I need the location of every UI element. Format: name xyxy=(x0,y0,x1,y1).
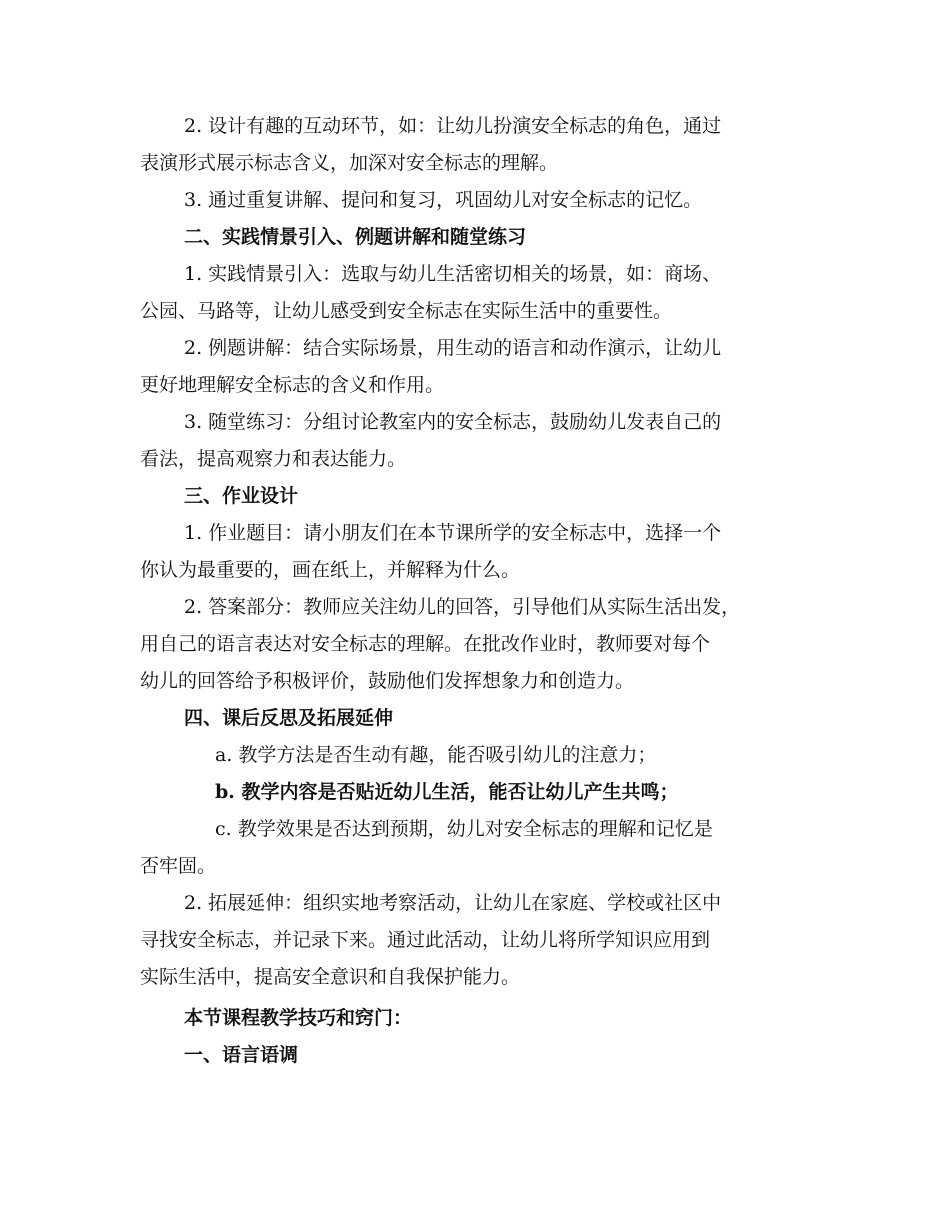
section-heading: 四、课后反思及拓展延伸 xyxy=(184,707,394,729)
list-item: b. 教学内容是否贴近幼儿生活，能否让幼儿产生共鸣； xyxy=(215,781,679,803)
paragraph-line: 2. 设计有趣的互动环节，如：让幼儿扮演安全标志的角色，通过 xyxy=(184,115,722,137)
section-heading: 三、作业设计 xyxy=(184,485,299,507)
paragraph-line: 3. 通过重复讲解、提问和复习，巩固幼儿对安全标志的记忆。 xyxy=(184,189,703,211)
paragraph-line: 寻找安全标志，并记录下来。通过此活动，让幼儿将所学知识应用到 xyxy=(140,929,711,951)
list-item: a. 教学方法是否生动有趣，能否吸引幼儿的注意力； xyxy=(215,744,657,766)
paragraph-line: 否牢固。 xyxy=(140,855,217,877)
paragraph-line: 幼儿的回答给予积极评价，鼓励他们发挥想象力和创造力。 xyxy=(140,670,635,692)
paragraph-line: 1. 实践情景引入：选取与幼儿生活密切相关的场景，如：商场、 xyxy=(184,263,722,285)
paragraph-line: 你认为最重要的，画在纸上，并解释为什么。 xyxy=(140,559,521,581)
paragraph-line: 1. 作业题目：请小朋友们在本节课所学的安全标志中，选择一个 xyxy=(184,522,722,544)
paragraph-line: 2. 拓展延伸：组织实地考察活动，让幼儿在家庭、学校或社区中 xyxy=(184,892,722,914)
paragraph-line: 用自己的语言表达对安全标志的理解。在批改作业时，教师要对每个 xyxy=(140,633,711,655)
paragraph-line: 公园、马路等，让幼儿感受到安全标志在实际生活中的重要性。 xyxy=(140,300,673,322)
paragraph-line: 更好地理解安全标志的含义和作用。 xyxy=(140,374,445,396)
paragraph-line: 2. 答案部分：教师应关注幼儿的回答，引导他们从实际生活出发， xyxy=(184,596,741,618)
section-heading: 二、实践情景引入、例题讲解和随堂练习 xyxy=(184,226,527,248)
paragraph-line: 3. 随堂练习：分组讨论教室内的安全标志，鼓励幼儿发表自己的 xyxy=(184,411,722,433)
paragraph-line: 看法，提高观察力和表达能力。 xyxy=(140,448,407,470)
paragraph-line: 实际生活中，提高安全意识和自我保护能力。 xyxy=(140,966,521,988)
list-item: c. 教学效果是否达到预期，幼儿对安全标志的理解和记忆是 xyxy=(215,818,713,840)
section-heading: 一、语言语调 xyxy=(184,1044,299,1066)
paragraph-line: 表演形式展示标志含义，加深对安全标志的理解。 xyxy=(140,152,559,174)
paragraph-line: 2. 例题讲解：结合实际场景，用生动的语言和动作演示，让幼儿 xyxy=(184,337,722,359)
section-heading: 本节课程教学技巧和窍门： xyxy=(184,1007,413,1029)
